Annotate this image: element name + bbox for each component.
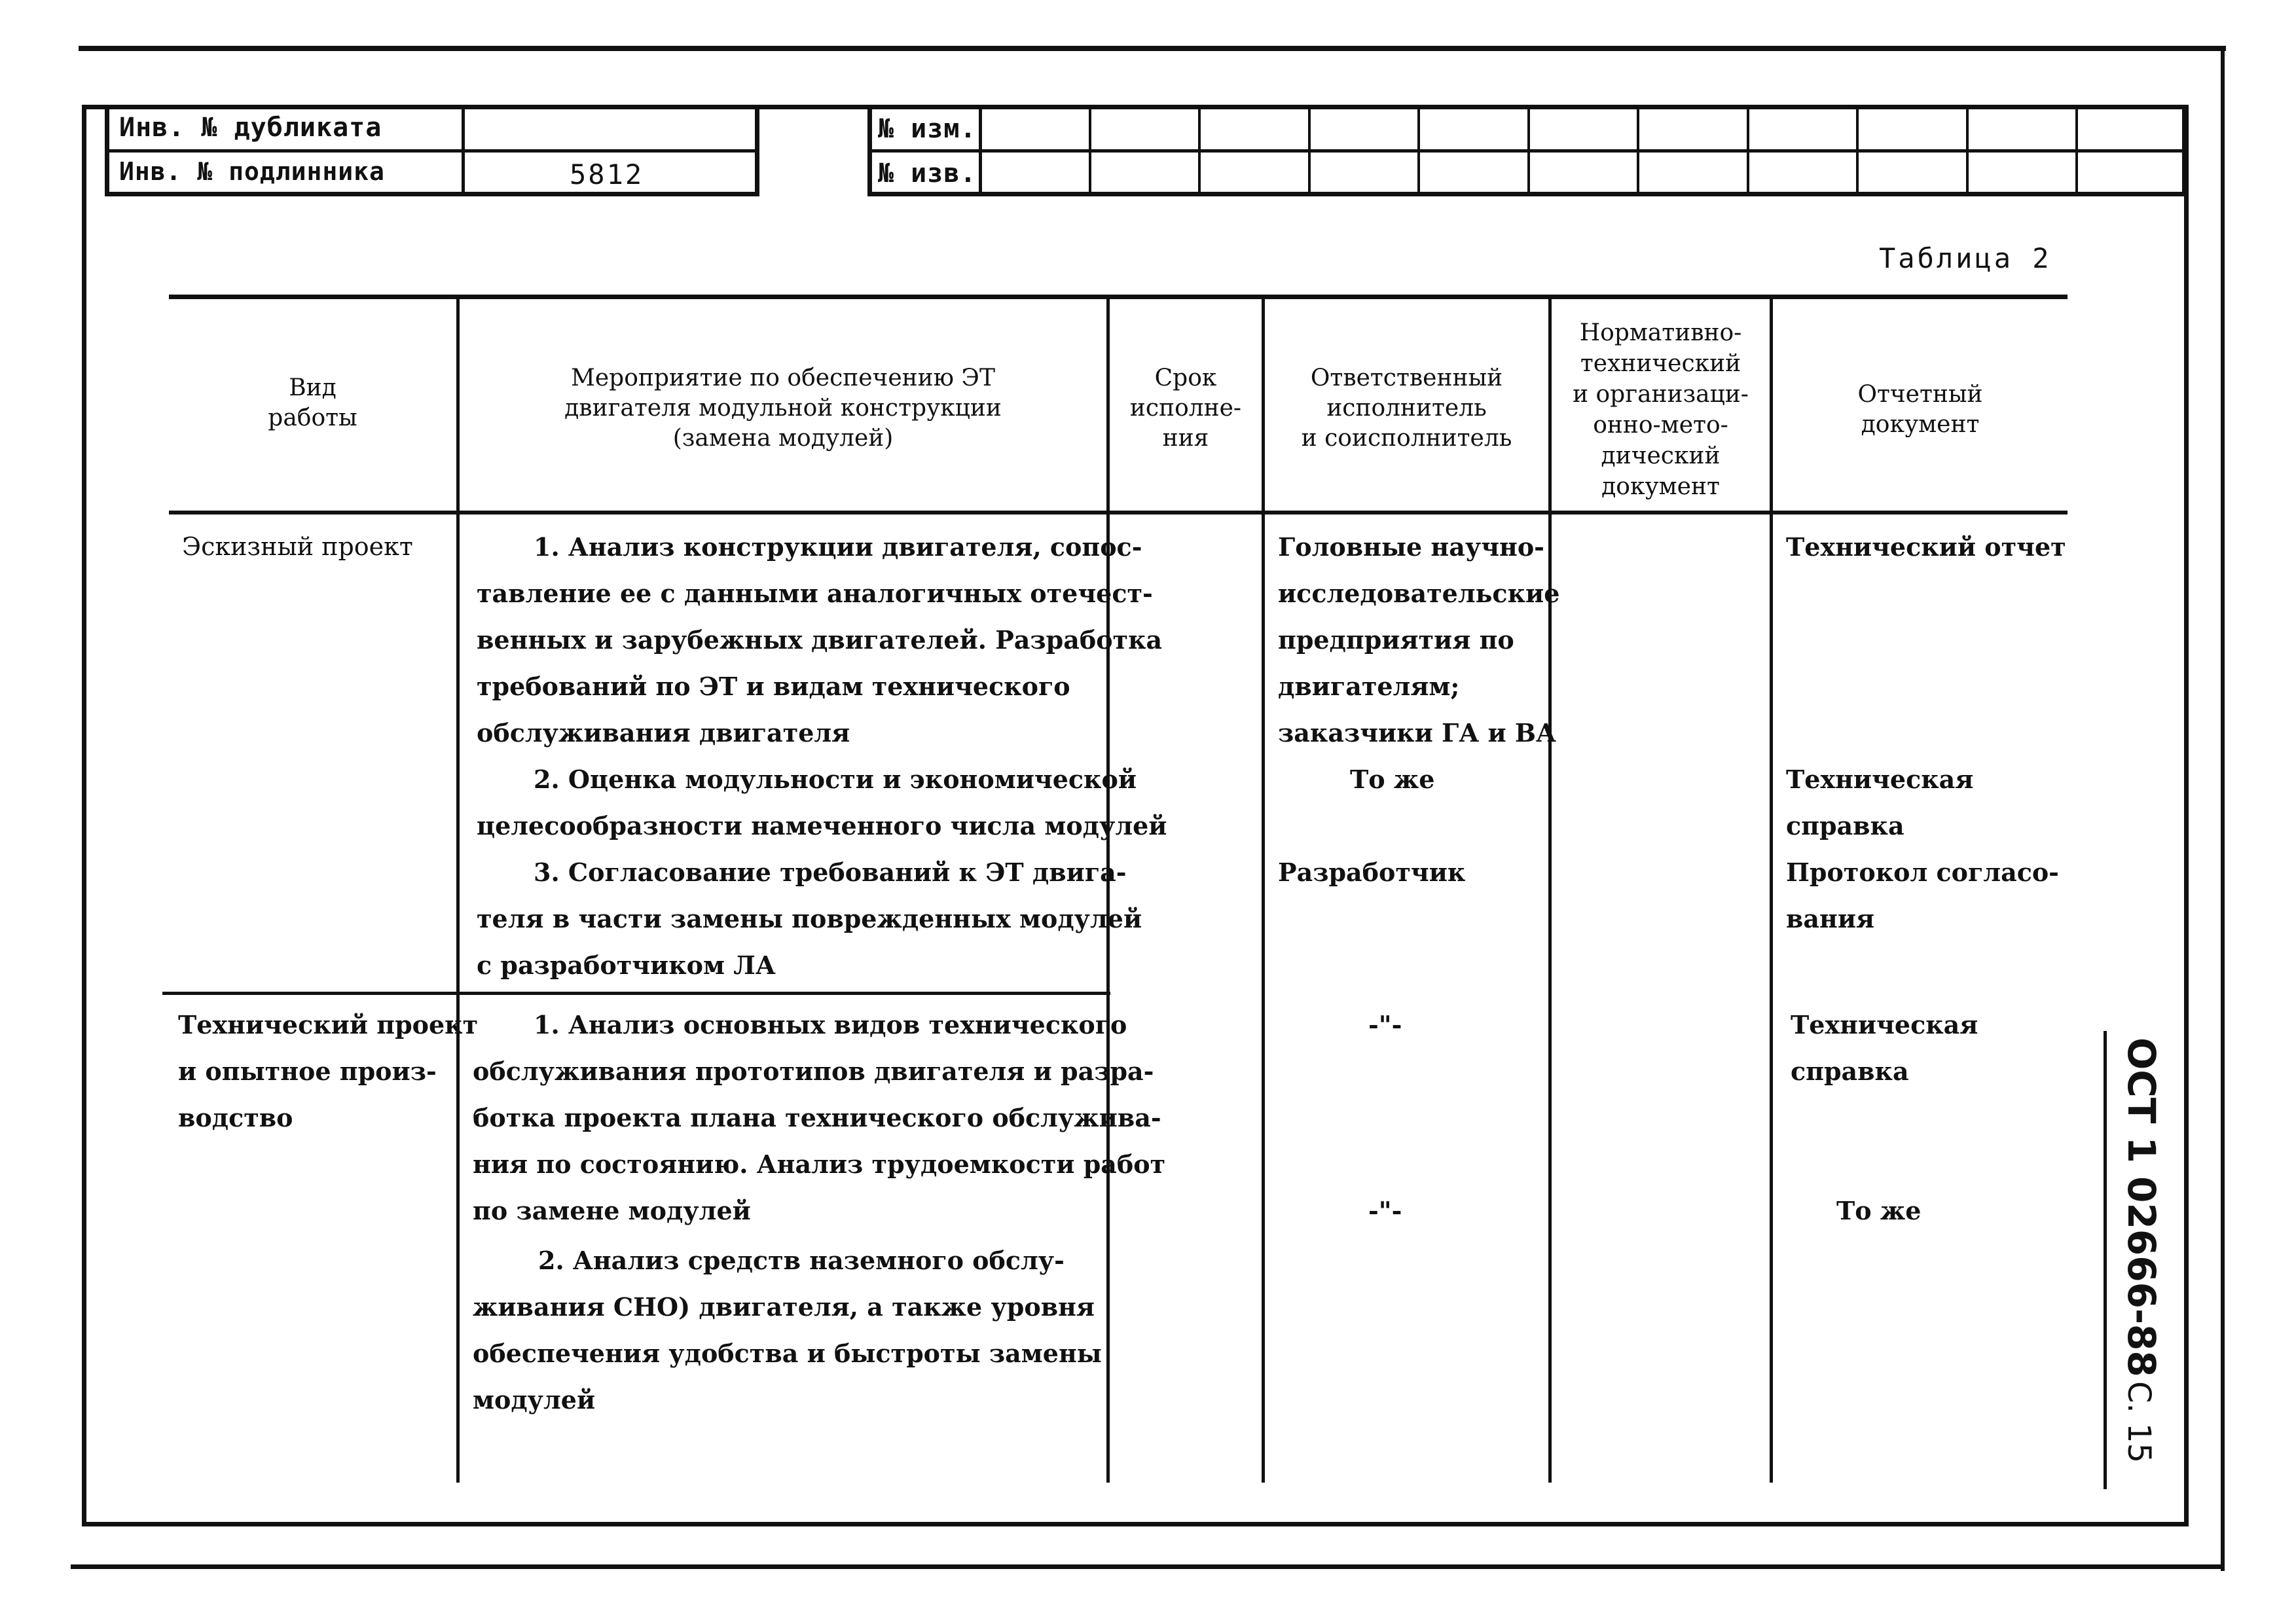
row1-measure-line: 3. Согласование требований к ЭТ двига- xyxy=(534,857,1127,887)
header-measure: Мероприятие по обеспечению ЭТ двигателя модульной конструкции (замена модулей) xyxy=(564,365,1002,452)
row1-report-line: Протокол согласо- xyxy=(1786,857,2059,887)
row1-measure-line: венных и зарубежных двигателей. Разработка xyxy=(477,625,1163,655)
row2-measure-line: обеспечения удобства и быстроты замены xyxy=(473,1339,1102,1368)
row1-responsible-line: Разработчик xyxy=(1278,857,1466,887)
row1-responsible-line: двигателям; xyxy=(1278,672,1460,701)
row1-measure-line: теля в части замены поврежденных модулей xyxy=(477,904,1142,933)
row2-measure-line: 2. Анализ средств наземного обслу- xyxy=(538,1246,1065,1275)
row2-measure-line: 1. Анализ основных видов технического xyxy=(534,1010,1127,1039)
header-work-type: Вид работы xyxy=(268,374,357,431)
page-number: С. 15 xyxy=(2121,1381,2157,1464)
table-caption: Таблица 2 xyxy=(1879,242,2052,274)
change-register-stamp xyxy=(867,105,2187,196)
row2-measure-line: ния по состоянию. Анализ трудоемкости работ xyxy=(473,1149,1166,1179)
header-responsible: Ответственный исполнитель и соисполнитель xyxy=(1301,365,1512,452)
row2-measure-line: живания СНО) двигателя, а также уровня xyxy=(473,1292,1095,1322)
table-top-rule xyxy=(169,295,2068,299)
row1-responsible-line: То же xyxy=(1350,765,1435,794)
row1-measure-line: тавление ее с данными аналогичных отечест- xyxy=(477,579,1153,608)
inv-duplicate-label: Инв. № дубликата xyxy=(119,113,382,143)
row1-measure-line: с разработчиком ЛА xyxy=(477,950,776,980)
col-divider-1 xyxy=(456,298,460,1483)
standard-designation: ОСТ 1 02666-88 xyxy=(2119,1038,2164,1377)
bottom-border-line xyxy=(71,1564,2225,1569)
row2-measure-line: по замене модулей xyxy=(473,1196,751,1225)
row-divider xyxy=(162,992,1110,995)
side-stamp-rule xyxy=(2104,1031,2107,1489)
row1-work-type: Эскизный проект xyxy=(182,532,413,561)
row1-responsible-line: предприятия по xyxy=(1278,625,1514,655)
row2-responsible-ditto: -"- xyxy=(1368,1010,1402,1039)
row1-measure-line: требований по ЭТ и видам технического xyxy=(477,672,1070,701)
row2-measure-line: обслуживания прототипов двигателя и разра- xyxy=(473,1056,1154,1086)
header-deadline: Срок исполне- ния xyxy=(1129,365,1242,452)
header-bottom-rule xyxy=(169,511,2068,514)
row1-measure-line: обслуживания двигателя xyxy=(477,718,850,748)
row1-measure-line: целесообразности намеченного числа модулей xyxy=(477,811,1167,840)
row2-report-line: То же xyxy=(1836,1196,1922,1225)
row2-work-type-line: водство xyxy=(178,1103,293,1132)
row2-measure-line: модулей xyxy=(473,1385,596,1415)
row1-report-line: Технический отчет xyxy=(1786,532,2066,562)
row1-report-line: вания xyxy=(1786,904,1875,933)
row1-responsible-line: заказчики ГА и ВА xyxy=(1278,718,1556,748)
col-divider-5 xyxy=(1770,298,1773,1483)
row1-measure-line: 1. Анализ конструкции двигателя, сопос- xyxy=(534,532,1142,562)
row1-report-line: Техническая xyxy=(1786,765,1974,794)
right-border-line xyxy=(2221,46,2225,1571)
inv-original-value: 5812 xyxy=(570,158,644,190)
header-report: Отчетный документ xyxy=(1857,381,1983,438)
inv-original-label: Инв. № подлинника xyxy=(119,157,385,186)
row1-responsible-line: Головные научно- xyxy=(1278,532,1544,562)
row2-work-type-line: и опытное произ- xyxy=(178,1056,437,1086)
row1-responsible-line: исследовательские xyxy=(1278,579,1560,608)
row2-report-line: Техническая xyxy=(1791,1010,1978,1039)
row1-measure-line: 2. Оценка модульности и экономической xyxy=(534,765,1137,794)
row2-measure-line: ботка проекта плана технического обслужива- xyxy=(473,1103,1161,1132)
row2-report-line: справка xyxy=(1791,1056,1909,1086)
header-normative-doc: Нормативно- технический и организаци- онно-мето- дический документ xyxy=(1573,319,1749,500)
row1-report-line: справка xyxy=(1786,811,1904,840)
col-divider-3 xyxy=(1262,298,1265,1483)
row2-work-type-line: Технический проект xyxy=(178,1010,479,1039)
row2-responsible-ditto: -"- xyxy=(1368,1196,1402,1225)
top-border-line xyxy=(79,46,2226,51)
change-no-label: № изм. xyxy=(878,114,977,144)
notice-no-label: № изв. xyxy=(878,158,977,189)
inventory-stamp xyxy=(105,105,759,196)
